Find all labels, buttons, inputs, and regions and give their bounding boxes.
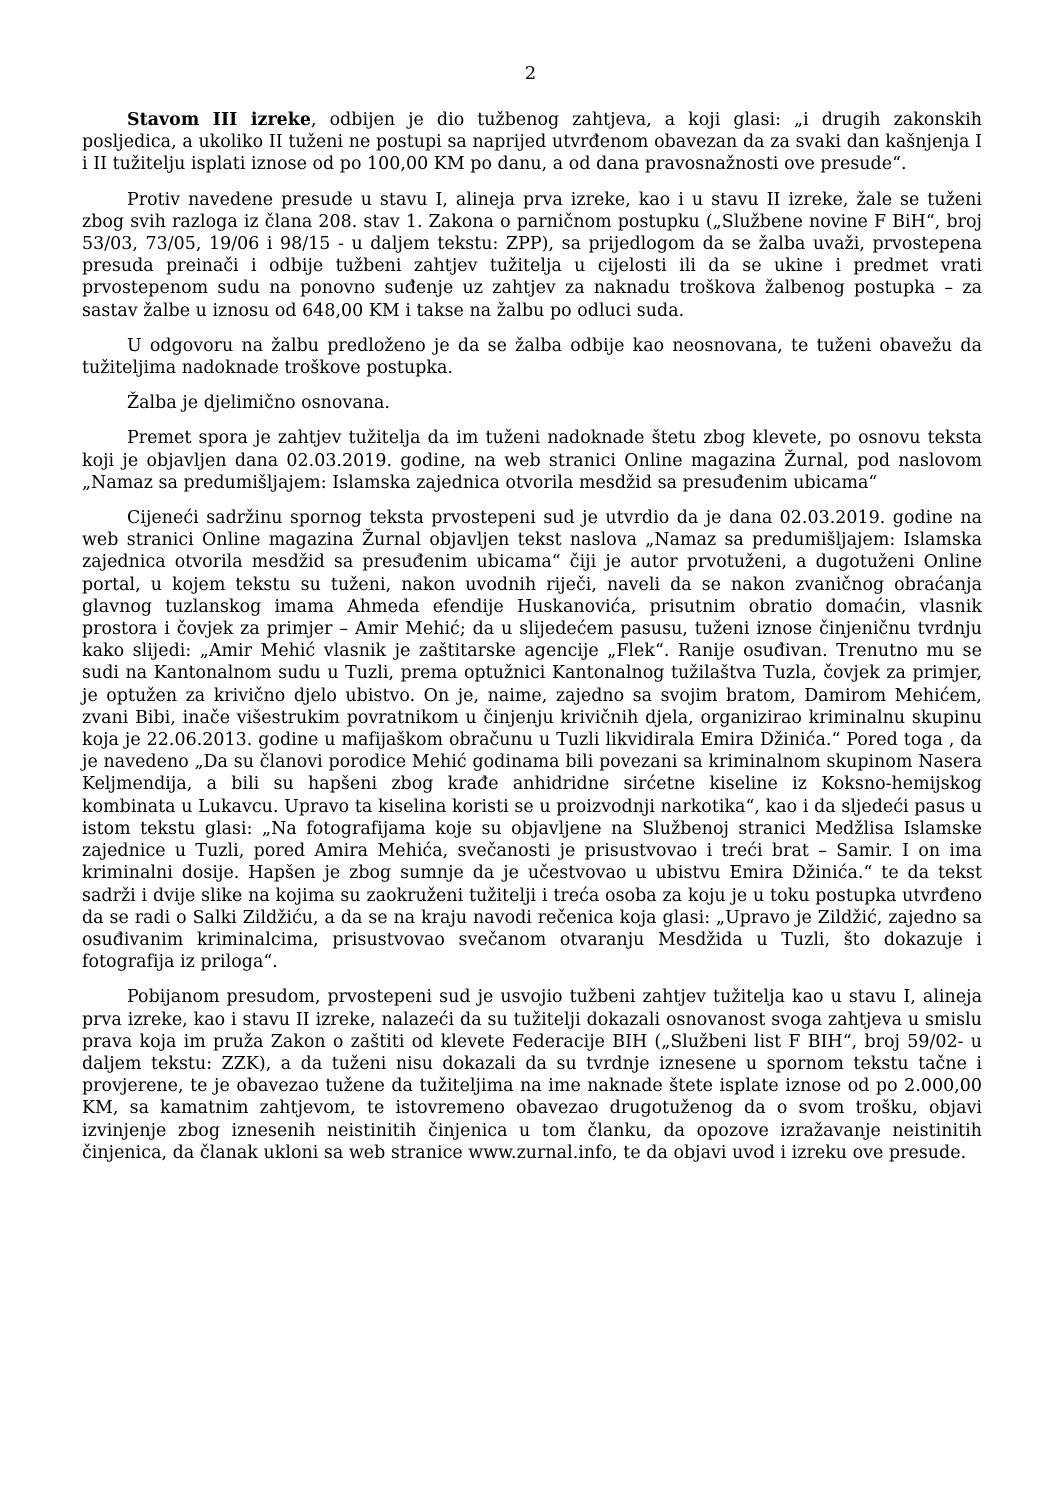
paragraph-pobijanom: Pobijanom presudom, prvostepeni sud je usvojio tužbeni zahtjev tužitelja kao u stavu I, alineja prva izreke, kao i stavu II izreke, nalazeći da su tužitelji dokazali osnovanost svoga zahtjeva u smislu prava koja im pruža Zakon o zaštiti od klevete Federacije BIH („Službeni list F BIH“, broj 59/02- u daljem tekstu: ZZK), a da tuženi nisu dokazali da su tvrdnje iznesene u spornom tekstu tačne i provjerene, te je obavezao tužene da tužiteljima na ime naknade štete isplate iznose od po 2.000,00 KM, sa kamatnim zahtjevom, te istovremeno obavezao drugotuženog da o svom trošku, objavi izvinjenje zbog iznesenih neistinitih činjenica u tom članku, da opozove izražavanje neistinitih činjenica, da članak ukloni sa web stranice www.zurnal.info, te da objavi uvod i izreku ove presude.: [82, 987, 982, 1163]
paragraph-odgovor: U odgovoru na žalbu predloženo je da se žalba odbije kao neosnovana, te tuženi obavežu da tužiteljima nadoknade troškove postupka.: [82, 335, 982, 379]
document-body: [82, 109, 982, 1177]
paragraph-zalba: Protiv navedene presude u stavu I, alineja prva izreke, kao i u stavu II izreke, žale se tuženi zbog svih razloga iz člana 208. stav 1. Zakona o parničnom postupku („Službene novine F BiH“, broj 53/03, 73/05, 19/06 i 98/15 - u daljem tekstu: ZPP), sa prijedlogom da se žalba uvaži, prvostepena presuda preinači i odbije tužbeni zahtjev tužitelja u cijelosti ili da se ukine i predmet vrati prvostepenom sudu na ponovno suđenje uz zahtjev za naknadu troškova žalbenog postupka – za sastav žalbe u iznosu od 648,00 KM i takse na žalbu po odluci suda.: [82, 189, 982, 321]
paragraph-cijeneci: Cijeneći sadržinu spornog teksta prvostepeni sud je utvrdio da je dana 02.03.2019. godine na web stranici Online magazina Žurnal objavljen tekst naslova „Namaz sa predumišljajem: Islamska zajednica otvorila mesdžid sa presuđenim ubicama“ čiji je autor prvotuženi, a dugotuženi Online portal, u kojem tekstu su tuženi, nakon uvodnih riječi, naveli da se nakon zvaničnog obraćanja glavnog tuzlanskog imama Ahmeda efendije Huskanovića, prisutnim obratio domaćin, vlasnik prostora i čovjek za primjer – Amir Mehić; da u slijedećem pasusu, tuženi iznose činjeničnu tvrdnju kako slijedi: „Amir Mehić vlasnik je zaštitarske agencije „Flek“. Ranije osuđivan. Trenutno mu se sudi na Kantonalnom sudu u Tuzli, prema optužnici Kantonalnog tužilaštva Tuzla, čovjek za primjer, je optužen za krivično djelo ubistvo. On je, naime, zajedno sa svojim bratom, Damirom Mehićem, zvani Bibi, inače višestrukim povratnikom u činjenju krivičnih djela, organizirao kriminalnu skupinu koja je 22.06.2013. godine u mafijaškom obračunu u Tuzli likvidirala Emira Džinića.“ Pored toga , da je navedeno „Da su članovi porodice Mehić godinama bili povezani sa kriminalnom skupinom Nasera Keljmendija, a bili su hapšeni zbog krađe anhidridne sirćetne kiseline iz Koksno-hemijskog kombinata u Lukavcu. Upravo ta kiselina koristi se u proizvodnji narkotika“, kao i da sljedeći pasus u istom tekstu glasi: „Na fotografijama koje su objavljene na Službenoj stranici Medžlisa Islamske zajednice u Tuzli, pored Amira Mehića, svečanosti je prisustvovao i treći brat – Samir. I on ima kriminalni dosije. Hapšen je zbog sumnje da je učestvovao u ubistvu Emira Džinića.“ te da tekst sadrži i dvije slike na kojima su zaokruženi tužitelji i treća osoba za koju je u toku postupka utvrđeno da se radi o Salki Zildžiću, a da se na kraju navodi rečenica koja glasi: „Upravo je Zildžić, zajedno sa osuđivanim kriminalcima, prisustvovao svečanom otvaranju Mesdžida u Tuzli, što dokazuje i fotografija iz priloga“.: [82, 508, 982, 973]
paragraph-bold-lead: Stavom III izreke: [127, 110, 311, 130]
paragraph-stav-iii: [82, 109, 982, 176]
paragraph-osnovana: Žalba je djelimično osnovana.: [127, 393, 390, 414]
paragraph-premet-spora: Premet spora je zahtjev tužitelja da im tuženi nadoknade štetu zbog klevete, po osnovu teksta koji je objavljen dana 02.03.2019. godine, na web stranici Online magazina Žurnal, pod naslovom „Namaz sa predumišljajem: Islamska zajednica otvorila mesdžid sa presuđenim ubicama“: [82, 428, 982, 493]
paragraph-text: , odbijen je dio tužbenog zahtjeva, a koji glasi: „i drugih zakonskih posljedica, a ukoliko II tuženi ne postupi sa naprijed utvrđenom obavezan da za svaki dan kašnjenja I i II tužitelju isplati iznose od po 100,00 KM po danu, a od dana pravosnažnosti ove presude“.: [82, 110, 982, 175]
page-number: 2: [524, 63, 537, 84]
